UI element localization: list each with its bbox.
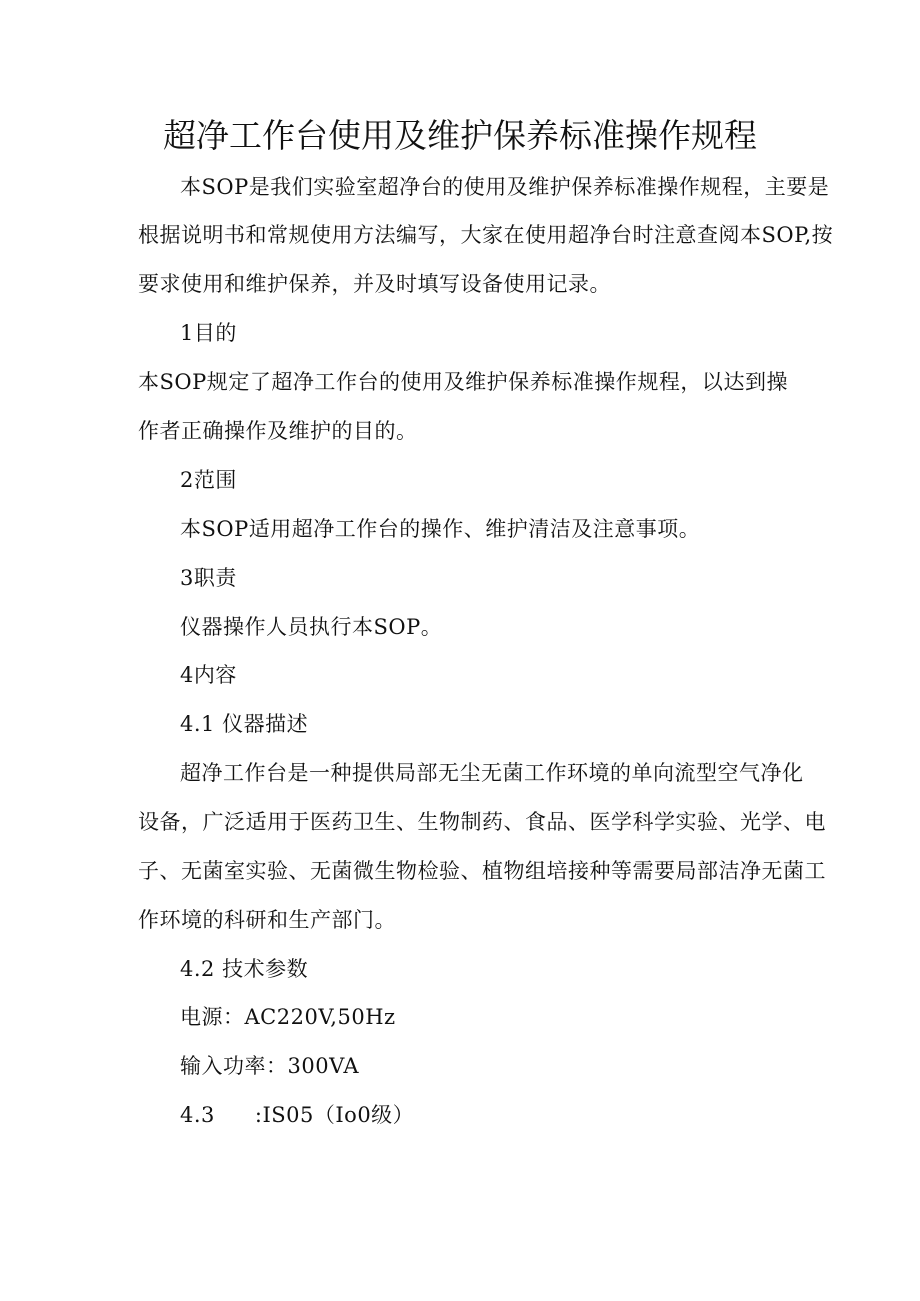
intro-line-2: 根据说明书和常规使用方法编写，大家在使用超净台时注意查阅本SOP,按 bbox=[138, 223, 834, 247]
section-3-text: 仪器操作人员执行本SOP。 bbox=[180, 615, 443, 639]
section-2-text: 本SOP适用超净工作台的操作、维护清洁及注意事项。 bbox=[180, 517, 701, 541]
section-3-heading: 3职责 bbox=[180, 566, 237, 590]
section-4-1-text-line-3: 子、无菌室实验、无菌微生物检验、植物组培接种等需要局部洁净无菌工 bbox=[138, 859, 826, 883]
section-1-heading: 1目的 bbox=[180, 321, 237, 345]
power-spec-line: 电源：AC220V,50Hz bbox=[180, 1005, 396, 1029]
section-4-heading: 4内容 bbox=[180, 663, 237, 687]
input-power-spec-line: 输入功率：300VA bbox=[180, 1054, 359, 1078]
section-4-1-heading: 4.1 仪器描述 bbox=[180, 712, 309, 736]
section-1-text-line-1: 本SOP规定了超净工作台的使用及维护保养标准操作规程，以达到操 bbox=[138, 370, 788, 394]
section-1-text-line-2: 作者正确操作及维护的目的。 bbox=[138, 419, 418, 443]
intro-line-1: 本SOP是我们实验室超净台的使用及维护保养标准操作规程，主要是 bbox=[180, 175, 830, 199]
intro-line-3: 要求使用和维护保养，并及时填写设备使用记录。 bbox=[138, 272, 611, 296]
section-4-1-text-line-1: 超净工作台是一种提供局部无尘无菌工作环境的单向流型空气净化 bbox=[180, 761, 804, 785]
section-4-3-number: 4.3 bbox=[180, 1103, 215, 1127]
section-4-2-heading: 4.2 技术参数 bbox=[180, 957, 309, 981]
section-4-3-text: :IS05（Io0级） bbox=[254, 1103, 415, 1127]
section-4-1-text-line-2: 设备，广泛适用于医药卫生、生物制药、食品、医学科学实验、光学、电 bbox=[138, 810, 826, 834]
section-4-3-line bbox=[180, 1100, 830, 1130]
document-title: 超净工作台使用及维护保养标准操作规程 bbox=[163, 116, 757, 155]
section-2-heading: 2范围 bbox=[180, 468, 237, 492]
section-4-1-text-line-4: 作环境的科研和生产部门。 bbox=[138, 908, 396, 932]
